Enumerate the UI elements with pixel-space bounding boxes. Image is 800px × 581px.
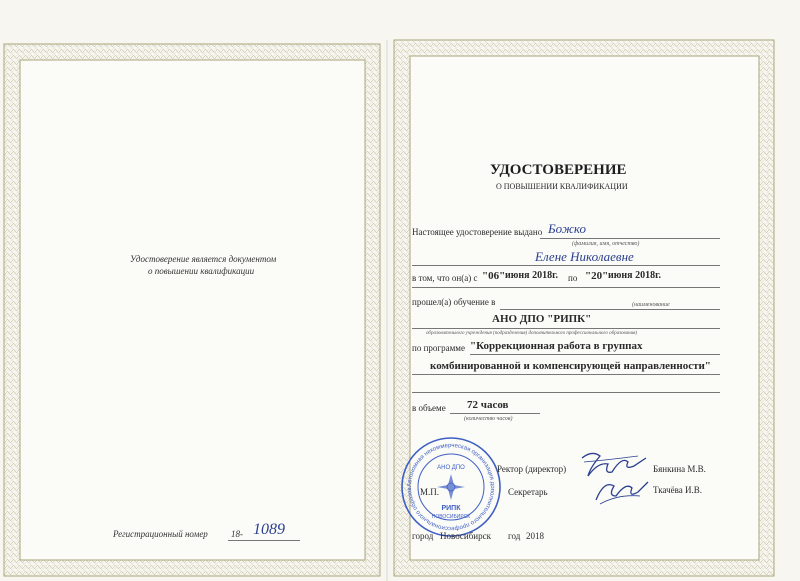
program-underline-1 — [470, 354, 720, 355]
program-label: по программе — [412, 343, 465, 353]
program-underline-3 — [412, 392, 720, 393]
year-value: 2018 — [526, 531, 544, 541]
secretary-label: Секретарь — [508, 487, 548, 497]
period-underline — [412, 287, 720, 288]
stamp-ring-text: Автономная некоммерческая организация дополнительного профессионального образов — [406, 442, 496, 532]
registration-underline — [228, 540, 300, 541]
recipient-first-names: Елене Николаевне — [535, 249, 634, 264]
registration-label: Регистрационный номер — [113, 529, 208, 539]
volume-label: в объеме — [412, 403, 446, 413]
program-underline-2 — [412, 374, 720, 375]
period-end-day: "20" — [585, 270, 609, 282]
period-prefix: в том, что он(а) с — [412, 273, 478, 283]
hours-hint: (количество часов) — [464, 416, 513, 422]
stamp-inner-text: АНО ДПО — [437, 465, 465, 471]
surname-underline — [540, 238, 720, 239]
trained-label: прошел(а) обучение в — [412, 297, 496, 307]
period-start-rest: июня 2018г. — [505, 270, 558, 281]
organization-stamp — [400, 436, 502, 538]
rector-label: Ректор (директор) — [497, 464, 567, 474]
hours-value: 72 часов — [467, 399, 509, 411]
rector-name: Бянкина М.В. — [653, 464, 706, 474]
program-line-2: комбинированной и компенсирующей направленности" — [430, 360, 711, 372]
period-end-rest: июня 2018г. — [608, 270, 661, 281]
recipient-surname: Божко — [548, 221, 587, 236]
secretary-signature — [590, 474, 650, 508]
registration-prefix: 18- — [231, 529, 243, 539]
trained-underline — [500, 309, 720, 310]
name-hint: (фамилия, имя, отчество) — [572, 241, 640, 247]
organization-name: АНО ДПО "РИПК" — [492, 313, 592, 325]
hours-underline — [450, 413, 540, 414]
statement-line-1: Удостоверение является документом — [130, 254, 277, 264]
first-names-underline — [412, 265, 720, 266]
period-mid: по — [568, 273, 578, 283]
year-label: год — [508, 531, 521, 541]
period-start-day: "06" — [482, 270, 506, 282]
registration-number: 1089 — [253, 521, 285, 538]
city-value: Новосибирск — [440, 531, 491, 541]
document-subtitle: О ПОВЫШЕНИИ КВАЛИФИКАЦИИ — [496, 182, 628, 191]
org-underline — [412, 328, 720, 329]
city-label: город — [412, 531, 434, 541]
secretary-name: Ткачёва И.В. — [653, 485, 703, 495]
statement-line-2: о повышении квалификации — [148, 266, 255, 276]
issued-label: Настоящее удостоверение выдано — [412, 227, 543, 237]
mp-label: М.П. — [420, 487, 440, 497]
document-title: УДОСТОВЕРЕНИЕ — [490, 162, 627, 178]
org-hint-bottom: образовательного учреждения (подразделения) дополнительного профессионального образования) — [426, 331, 638, 336]
stamp-center-text: РИПК — [441, 505, 461, 512]
stamp-city-text: НОВОСИБИРСК — [431, 514, 471, 520]
org-hint-top: (наименование — [632, 302, 670, 308]
program-line-1: "Коррекционная работа в группах — [470, 340, 643, 352]
